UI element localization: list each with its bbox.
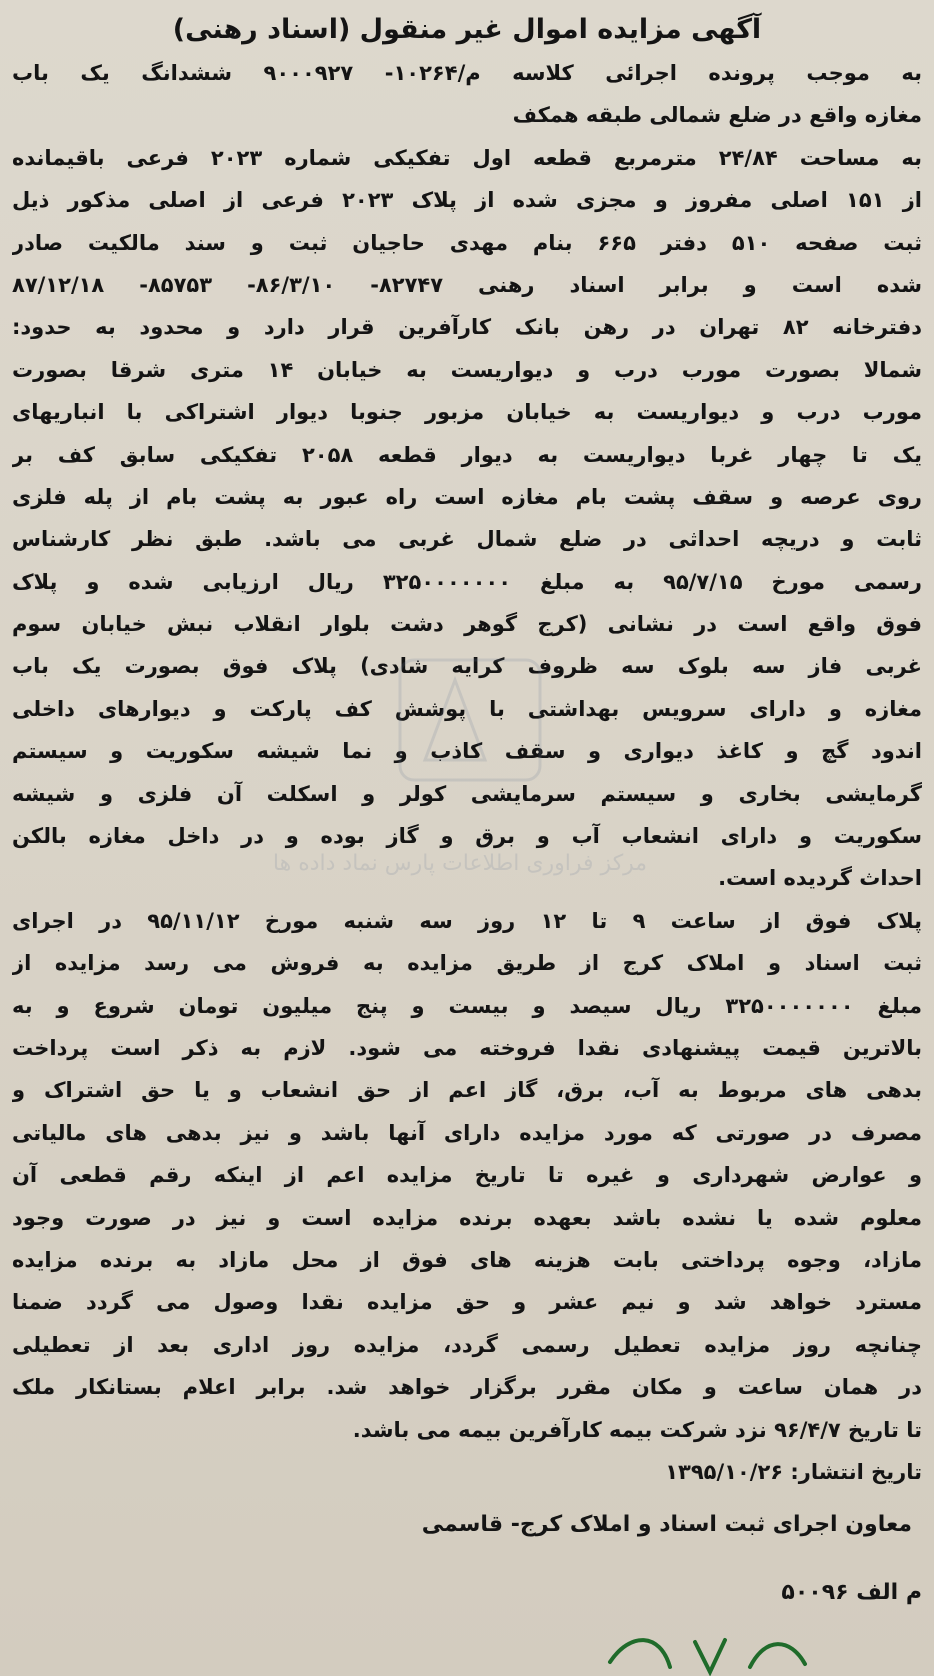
notice-line: ثبت صفحه ۵۱۰ دفتر ۶۶۵ بنام مهدی حاجیان ثبت و سند مالکیت صادر (12, 230, 922, 255)
notice-line: دفترخانه ۸۲ تهران در رهن بانک کارآفرین قرار دارد و محدود به حدود: (12, 315, 922, 340)
notice-line: اندود گچ و کاغذ دیواری و سقف کاذب و نما شیشه سکوریت و سیستم (12, 739, 922, 764)
handwritten-stroke-1 (610, 1640, 670, 1667)
notice-line: در همان ساعت و مکان مقرر برگزار خواهد شد. برابر اعلام بستانکار ملک (12, 1375, 922, 1400)
notice-line: ثبت اسناد و املاک کرج از طریق مزایده به فروش می رسد مزایده از (12, 951, 922, 976)
notice-line: به مساحت ۲۴/۸۴ مترمربع قطعه اول تفکیکی شماره ۲۰۲۳ فرعی باقیمانده (12, 145, 922, 170)
notice-line: مغازه واقع در ضلع شمالی طبقه همکف (512, 103, 922, 128)
notice-line: به موجب پرونده اجرائی کلاسه م/۱۰۲۶۴- ۹۰۰۰۹۲۷ ششدانگ یک باب (12, 61, 922, 85)
notice-line: شده است و برابر اسناد رهنی ۸۲۷۴۷- ۸۶/۳/۱۰- ۸۵۷۵۳- ۸۷/۱۲/۱۸ (12, 272, 922, 297)
signature-line: معاون اجرای ثبت اسناد و املاک کرج- قاسمی (421, 1512, 912, 1538)
notice-line: تاریخ انتشار: ۱۳۹۵/۱۰/۲۶ (665, 1459, 922, 1484)
notice-line: مصرف در صورتی که مورد مزایده دارای آنها باشد و نیز بدهی های مالیاتی (12, 1120, 922, 1145)
notice-line: تا تاریخ ۹۶/۴/۷ نزد شرکت بیمه کارآفرین بیمه می باشد. (352, 1417, 922, 1442)
notice-line: مبلغ ۳۲۵۰۰۰۰۰۰۰ ریال سیصد و بیست و پنج میلیون تومان شروع و به (12, 993, 922, 1018)
notice-line: گرمایشی بخاری و سیستم سرمایشی کولر و اسکلت آن فلزی و شیشه (12, 781, 922, 806)
watermark-text: مرکز فراوری اطلاعات پارس نماد داده ها (272, 851, 648, 876)
handwritten-stroke-2 (695, 1640, 725, 1672)
notice-line: بالاترین قیمت پیشنهادی نقدا فروخته می شود. لازم به ذکر است پرداخت (12, 1035, 922, 1060)
notice-line: مورب درب و دیواریست به خیابان مزبور جنوبا دیوار اشتراکی با انباریهای (12, 400, 922, 425)
notice-title: آگهی مزایده اموال غیر منقول (اسناد رهنی) (172, 14, 762, 45)
handwritten-stroke-3 (750, 1644, 805, 1667)
notice-line: ثابت و دریچه احداثی در ضلع شمال غربی می باشد. طبق نظر کارشناس (12, 527, 922, 552)
notice-line: رسمی مورخ ۹۵/۷/۱۵ به مبلغ ۳۲۵۰۰۰۰۰۰۰ ریال ارزیابی شده و پلاک (12, 569, 922, 594)
notice-line: و عوارض شهرداری و غیره تا تاریخ مزایده اعم از اینکه رقم قطعی آن (12, 1163, 922, 1188)
notice-line: مغازه و دارای سرویس بهداشتی با پوشش کف پارکت و دیوارهای داخلی (12, 696, 922, 721)
notice-line: فوق واقع است در نشانی (کرج گوهر دشت بلوار انقلاب نبش خیابان سوم (12, 612, 922, 637)
notice-line: شمالا بصورت مورب درب و دیواریست به خیابان ۱۴ متری شرقا بصورت (12, 357, 922, 382)
notice-line: سکوریت و دارای انشعاب آب و برق و گاز بوده و در داخل مغازه بالکن (12, 824, 922, 849)
notice-line: مسترد خواهد شد و نیم عشر و حق مزایده نقدا وصول می گردد ضمنا (12, 1290, 922, 1315)
notice-line: معلوم شده یا نشده باشد بعهده برنده مزایده است و نیز در صورت وجود (12, 1205, 922, 1230)
auction-notice (12, 8, 922, 1615)
notice-line: پلاک فوق از ساعت ۹ تا ۱۲ روز سه شنبه مورخ ۹۵/۱۱/۱۲ در اجرای (12, 908, 922, 933)
handwritten-mark (600, 1622, 830, 1676)
notice-line: مازاد، وجوه پرداختی بابت هزینه های فوق از محل مازاد به برنده مزایده (12, 1247, 922, 1272)
reference-number: م الف ۵۰۰۹۶ (781, 1580, 922, 1606)
notice-line: احداث گردیده است. (718, 866, 922, 891)
notice-line: روی عرصه و سقف پشت بام مغازه است راه عبور به پشت بام از پله فلزی (12, 484, 922, 509)
notice-line: غربی فاز سه بلوک سه ظروف کرایه شادی) پلاک فوق بصورت یک باب (12, 654, 922, 679)
notice-line: یک تا چهار غربا دیواریست به دیوار قطعه ۲۰۵۸ تفکیکی سابق کف بر (12, 442, 922, 467)
notice-body (12, 52, 922, 1493)
notice-line: بدهی های مربوط به آب، برق، گاز اعم از حق انشعاب و یا حق اشتراک و (12, 1078, 922, 1103)
notice-line: چنانچه روز مزایده تعطیل رسمی گردد، مزایده روز اداری بعد از تعطیلی (12, 1332, 922, 1357)
notice-line: از ۱۵۱ اصلی مفروز و مجزی شده از پلاک ۲۰۲۳ فرعی از اصلی مذکور ذیل (12, 188, 922, 213)
